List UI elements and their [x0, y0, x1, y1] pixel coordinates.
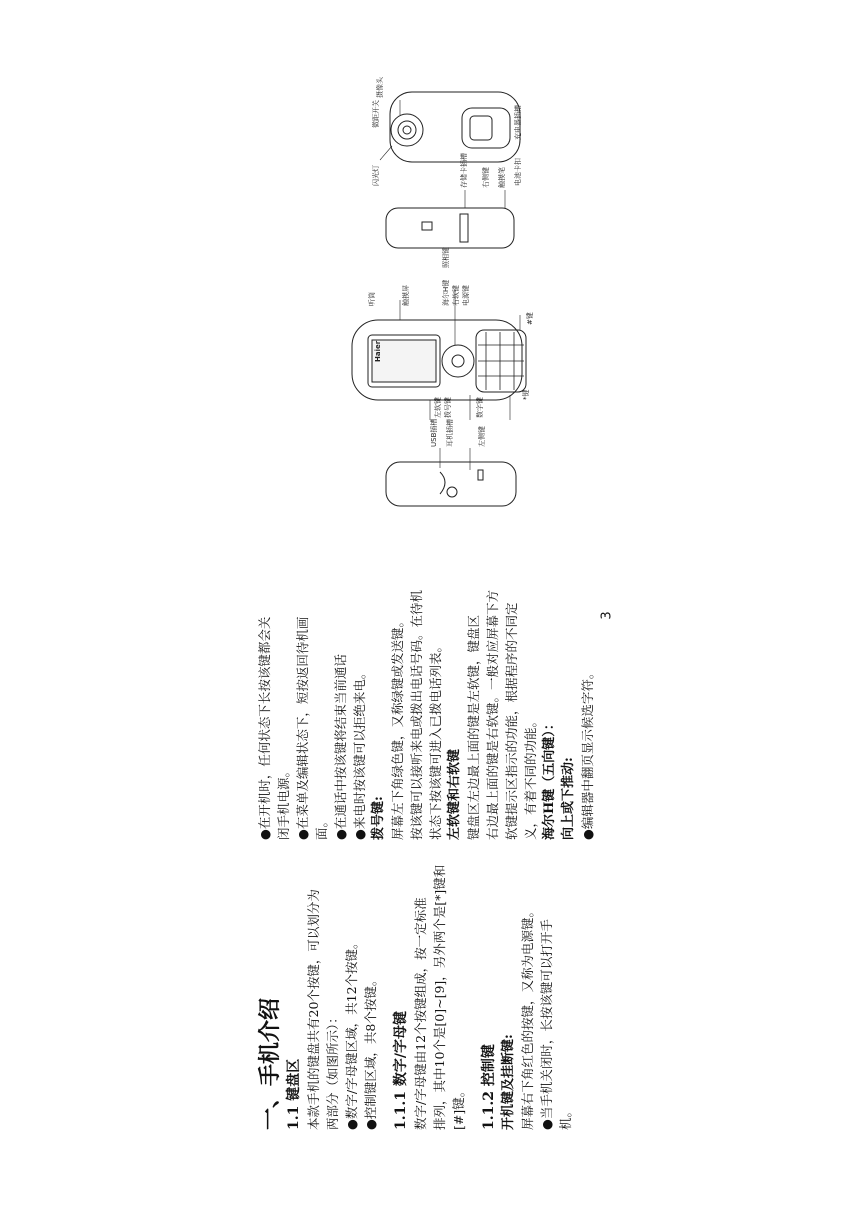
label-screen: 触摸屏: [402, 285, 410, 306]
label-right-soft: 右软键: [452, 285, 460, 306]
brand-logo: Haier: [374, 340, 382, 362]
text-line: 软键提示区指示的功能，根据程序的不同定: [504, 602, 519, 840]
label-lens: 摄像头: [376, 77, 384, 98]
text-line: 状态下按该键可进入已拨电话列表。: [428, 639, 443, 840]
label-flash: 闪光灯: [372, 165, 380, 186]
text-line: 海尔H键（五向键）：: [542, 717, 557, 840]
text-line: ●在开机时，任何状态下长按该键都会关: [257, 616, 272, 840]
text-line: 屏幕左下角绿色键，又称绿键或发送键。: [390, 614, 405, 840]
text-line: ●在通话中按该键将结束当前通话: [333, 654, 348, 840]
label-macro: 微距开关: [372, 100, 380, 128]
text-line: 左软键和右软键: [447, 748, 462, 840]
text-line: ●控制键区域，共8个按键。: [363, 973, 378, 1130]
label-charger: 充电器插槽: [514, 105, 522, 140]
text-line: 向上或下推动:: [561, 757, 576, 840]
text-line: 排列，其中10个是[0]~[9]，另外两个是[*]键和: [432, 864, 447, 1130]
text-line: ●数字/字母键区域，共12个按键。: [344, 936, 359, 1130]
label-stylus: 触摸笔: [498, 167, 506, 188]
label-star: *键: [522, 389, 530, 400]
label-left-soft: 左软键: [434, 397, 442, 418]
label-dial: 拨号键: [444, 397, 452, 418]
text-line: 按该键可以接听来电或拨出电话号码。在待机: [409, 589, 424, 840]
label-h: 海尔H键: [442, 279, 450, 306]
text-line: ●来电时按该键可以拒绝来电。: [352, 666, 367, 840]
side-view-right: [386, 208, 514, 248]
text-line: 键盘区左边最上面的键是左软键，键盘区: [466, 614, 481, 840]
back-view: [390, 92, 520, 162]
text-line: 机。: [558, 1104, 573, 1130]
label-number: 数字键: [476, 397, 484, 418]
text-line: 1.1.1 数字/字母键: [393, 1011, 409, 1130]
label-power: 电源键: [462, 285, 470, 306]
page-number: 3: [599, 611, 615, 620]
text-line: 1.1.2 控制键: [481, 1044, 497, 1130]
text-line: [#]键。: [451, 1084, 466, 1130]
text-line: 1.1 键盘区: [286, 1058, 302, 1130]
text-line: 屏幕右下角红色的按键，又称为电源键。: [520, 904, 535, 1130]
label-card: 存储卡插槽: [460, 153, 468, 188]
text-line: 面。: [314, 814, 329, 840]
text-line: 一、手机介绍: [257, 997, 283, 1130]
text-line: 右边最上面的键是右软键。一般对应屏幕下方: [485, 589, 500, 840]
text-line: 闭手机电源。: [276, 764, 291, 840]
label-hash: #键: [526, 312, 534, 325]
label-right-side: 右侧键: [482, 167, 490, 188]
label-usb: USB插槽: [430, 418, 438, 447]
text-line: 拨号键:: [371, 796, 386, 840]
text-line: 开机键及挂断键:: [501, 1034, 516, 1130]
label-left-side: 左侧键: [478, 426, 486, 447]
text-line: 数字/字母键由12个按键组成，按一定标准: [413, 897, 428, 1130]
text-line: ●在菜单及编辑状态下，短按返回待机画: [295, 616, 310, 840]
text-line: 本款手机的键盘共有20个按键，可以划分为: [306, 889, 321, 1130]
label-earphone: 耳机插槽: [446, 419, 454, 447]
label-camera: 照相键: [442, 247, 450, 268]
text-line: 两部分（如图所示）：: [325, 1011, 340, 1130]
text-line: ●当手机关闭时，长按该键可以打开手: [539, 919, 554, 1130]
label-earpiece: 听筒: [368, 292, 376, 306]
text-line: 义，有着不同的功能。: [523, 714, 538, 840]
side-view-left: [386, 462, 516, 506]
text-line: ●编辑器中翻页显示候选字符。: [580, 666, 595, 840]
label-battery: 电池卡扣: [514, 158, 522, 186]
